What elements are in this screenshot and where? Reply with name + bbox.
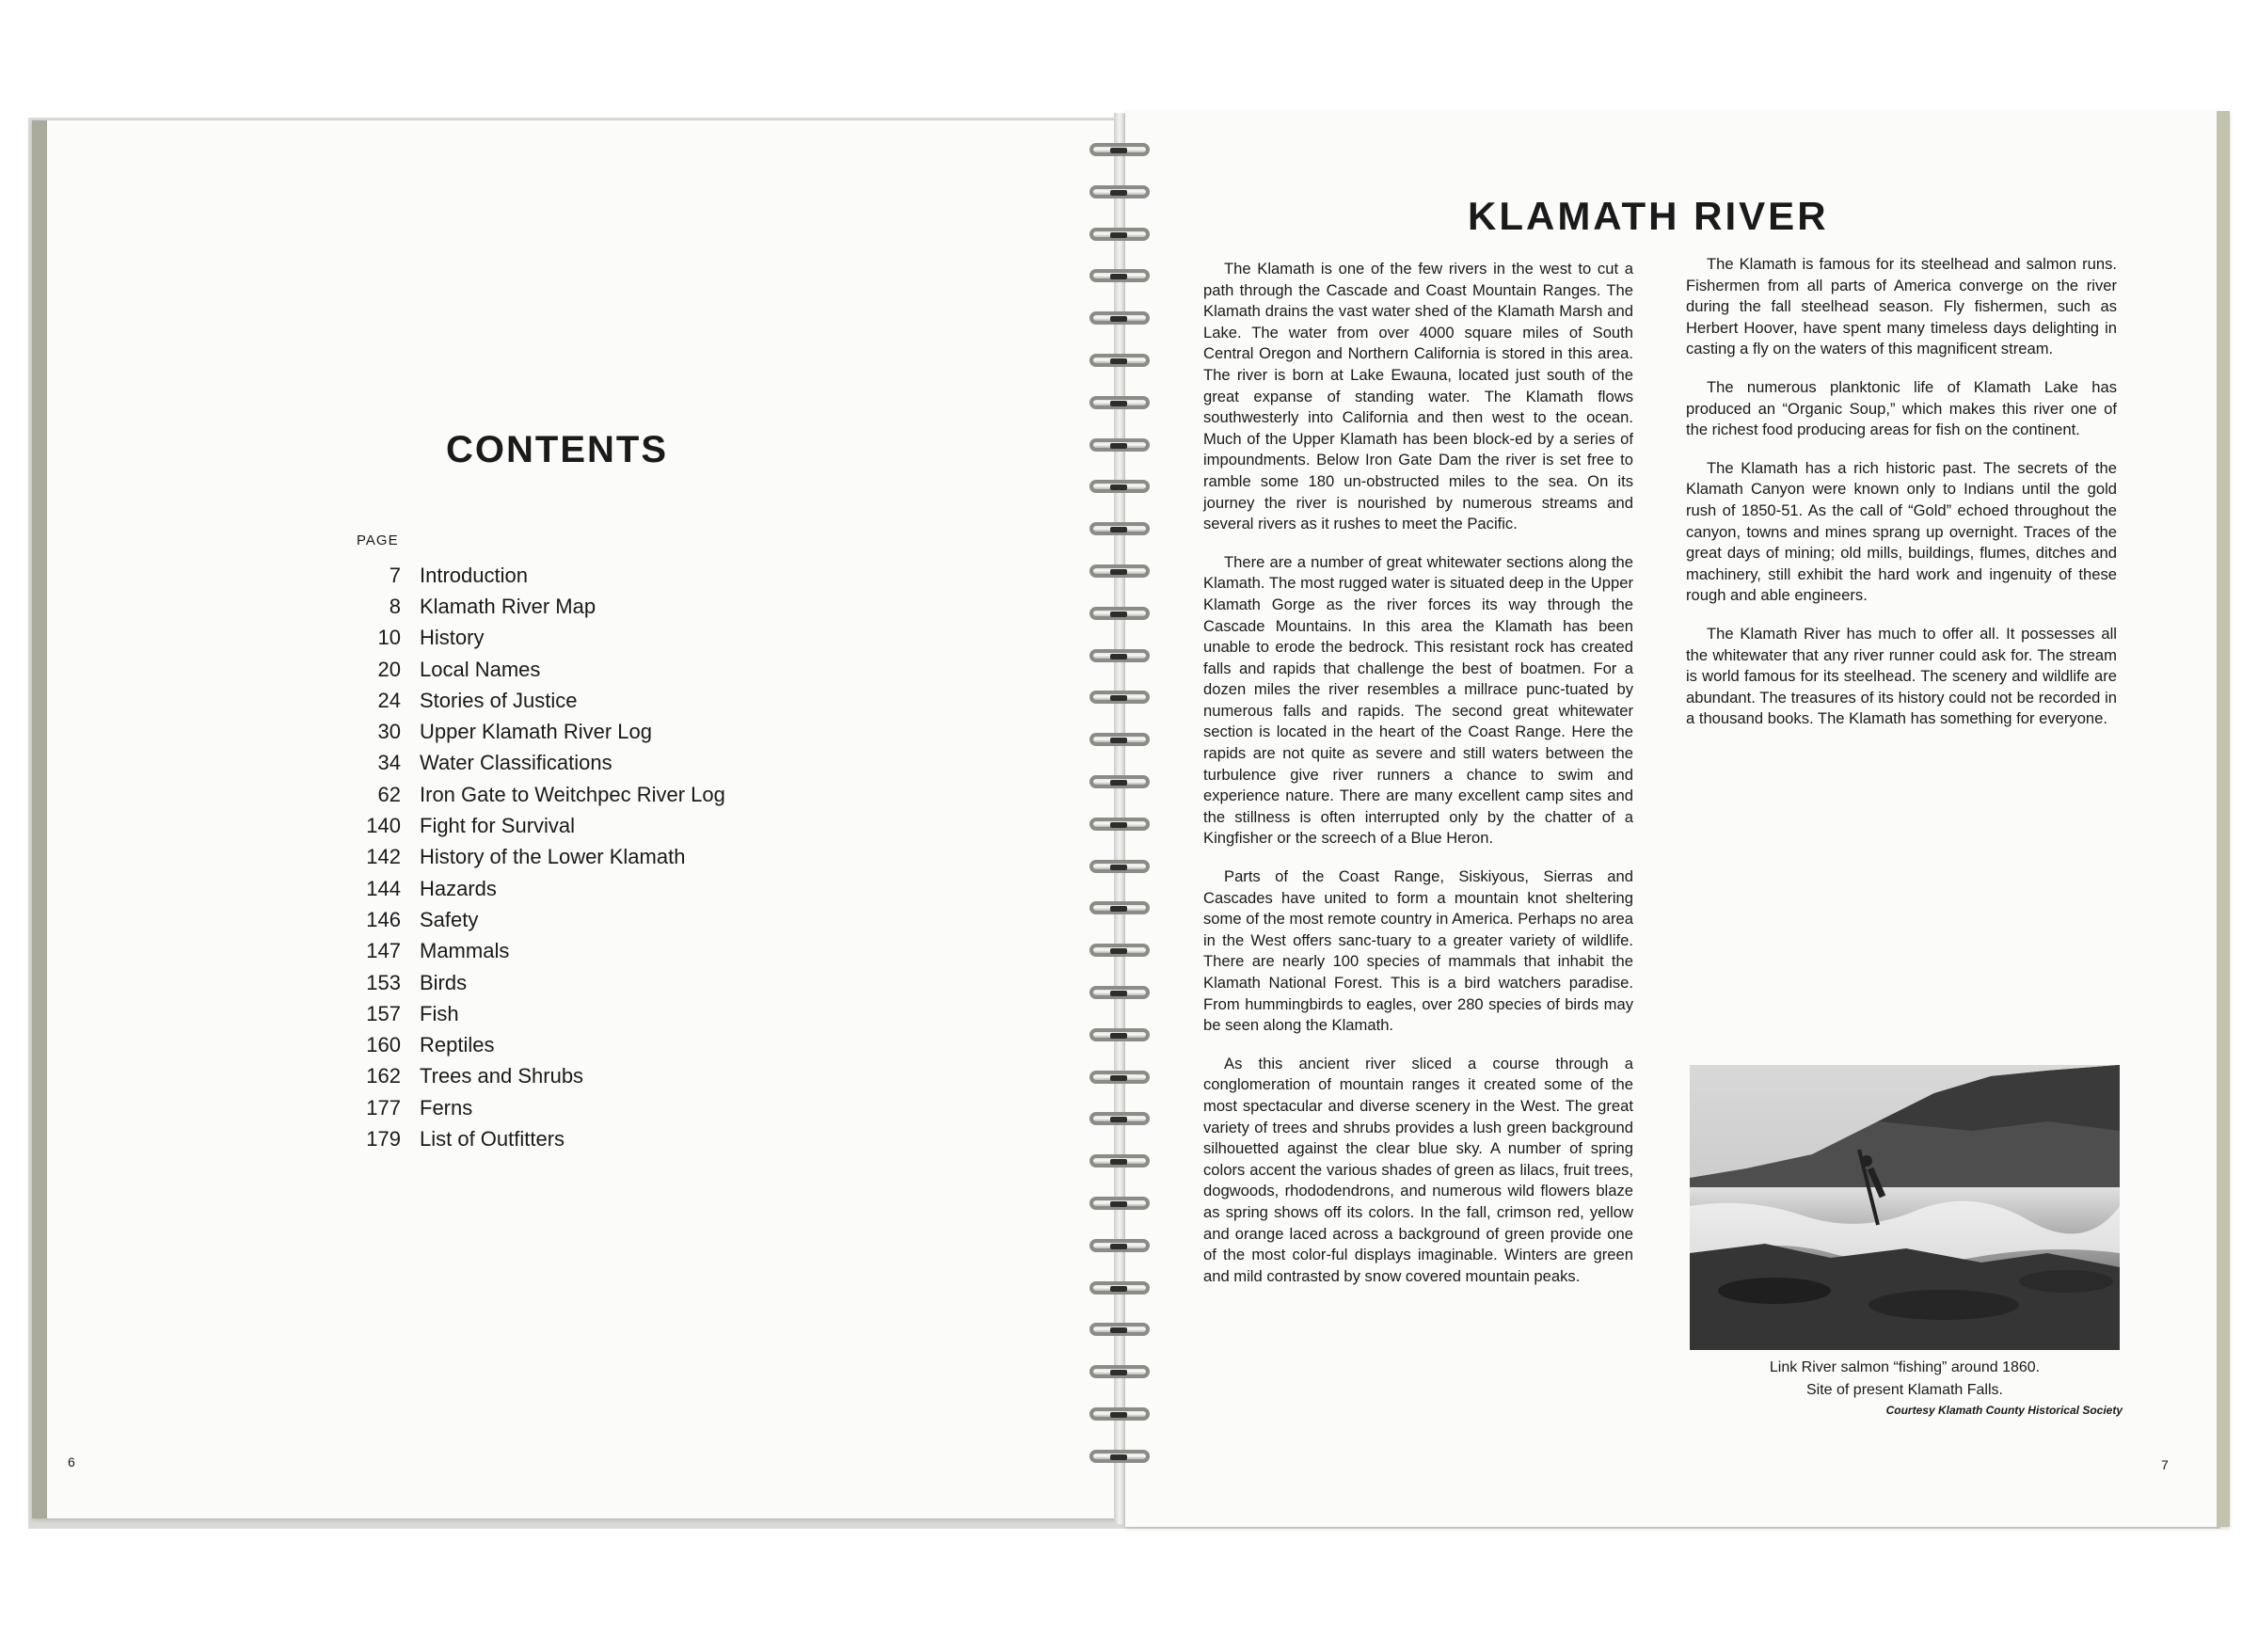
toc-page-number: 144 — [366, 876, 401, 900]
toc-entry — [344, 936, 725, 967]
binding-coil — [1089, 1446, 1150, 1469]
toc-entry — [344, 842, 725, 873]
toc-entry — [344, 1029, 725, 1060]
binding-coil — [1089, 603, 1150, 626]
binding-coil — [1089, 940, 1150, 962]
toc-entry-label: List of Outfitters — [420, 1126, 565, 1151]
binding-coil — [1089, 1108, 1150, 1131]
toc-page-number: 140 — [366, 814, 401, 838]
binding-coil — [1089, 1404, 1150, 1426]
binding-coil — [1089, 856, 1150, 879]
binding-coil — [1089, 476, 1150, 499]
page-number-left: 6 — [68, 1454, 75, 1469]
toc-entry-label: Iron Gate to Weitchpec River Log — [420, 782, 725, 806]
toc-page-number: 30 — [377, 720, 401, 744]
binding-coil — [1089, 771, 1150, 794]
toc-entry — [344, 904, 725, 935]
binding-coil — [1089, 1193, 1150, 1215]
toc-entry-label: Reptiles — [420, 1033, 495, 1057]
page-number-right: 7 — [2161, 1457, 2169, 1472]
toc-page-number: 34 — [377, 751, 401, 775]
toc-entry — [344, 1123, 725, 1154]
photo-caption-line-1: Link River salmon “fishing” around 1860. — [1769, 1359, 2041, 1375]
binding-coil — [1089, 897, 1150, 920]
binding-coil — [1089, 1067, 1150, 1089]
toc-entry-label: Klamath River Map — [420, 594, 596, 618]
toc-entry — [344, 1092, 725, 1123]
binding-coil — [1089, 1151, 1150, 1173]
binding-coil — [1089, 350, 1150, 373]
toc-page-number: 177 — [366, 1095, 401, 1120]
binding-coil — [1089, 729, 1150, 752]
photo-credit: Courtesy Klamath County Historical Society — [1885, 1404, 2123, 1417]
toc-entry-label: Ferns — [420, 1095, 473, 1120]
article-paragraph: The Klamath River has much to offer all. It possesses all the whitewater that any river runner could ask for. The stream is world famous for its steelhead. The scenery and wildlife are abundant. The treasures of its history could not be recorded in a thousand books. The Klamath has something for everyone. — [1686, 624, 2117, 728]
toc-entry-label: Local Names — [420, 657, 541, 681]
spiral-binding — [1089, 139, 1155, 1503]
binding-coil — [1089, 392, 1150, 415]
toc-entry-label: Hazards — [420, 876, 497, 900]
toc-page-number: 179 — [366, 1126, 401, 1151]
toc-entry — [344, 716, 725, 747]
toc-page-number: 146 — [366, 907, 401, 931]
toc-entry-label: History — [420, 626, 485, 650]
binding-coil — [1089, 814, 1150, 836]
toc-page-number: 62 — [377, 782, 401, 806]
toc-entry — [344, 1061, 725, 1092]
toc-entry-label: Upper Klamath River Log — [420, 720, 653, 744]
toc-page-number: 153 — [366, 970, 401, 994]
toc-entry-label: Mammals — [420, 939, 510, 963]
toc-entry — [344, 685, 725, 716]
binding-coil — [1089, 139, 1150, 162]
binding-coil — [1089, 561, 1150, 583]
toc-page-number: 10 — [377, 626, 401, 650]
toc-entry — [344, 748, 725, 779]
article-paragraph: The Klamath has a rich historic past. The secrets of the Klamath Canyon were known only to Indians until the gold rush of 1850-51. As the call of “Gold” echoed throughout the canyon, towns and mines sprang up overnight. Traces of the great days of mining; old mills, buildings, flumes, ditches and machinery, still exhibit the hard work and ingenuity of these rough and able engineers. — [1686, 458, 2117, 605]
binding-coil — [1089, 308, 1150, 330]
binding-coil — [1089, 1319, 1150, 1342]
toc-entry — [344, 779, 725, 810]
toc-list — [344, 560, 725, 1155]
right-page — [1125, 111, 2230, 1527]
binding-coil — [1089, 435, 1150, 457]
toc-entry-label: History of the Lower Klamath — [420, 845, 686, 869]
toc-entry-label: Fish — [420, 1001, 459, 1025]
toc-page-number: 7 — [389, 563, 401, 587]
toc-entry-label: Fight for Survival — [420, 814, 576, 838]
binding-coil — [1089, 224, 1150, 246]
binding-coil — [1089, 687, 1150, 709]
toc-entry — [344, 560, 725, 591]
article-paragraph: As this ancient river sliced a course through a conglomeration of mountain ranges it created some of the most spectacular and diverse scenery in the West. The great variety of trees and shrubs provides a lush green background silhouetted against the clear blue sky. A number of spring colors accent the various shades of green as lilacs, fruit trees, dogwoods, rhododendrons, and numerous wild flowers blaze as spring shows off its colors. In the fall, crimson red, yellow and orange laced across a background of green provide one of the most color-ful displays imaginable. Winters are green and mild contrasted by snow covered mountain peaks. — [1203, 1054, 1633, 1285]
klamath-river-title: KLAMATH RIVER — [1468, 194, 1829, 238]
left-page — [32, 120, 1129, 1518]
contents-title: CONTENTS — [446, 429, 668, 470]
river-photo-illustration — [1690, 1065, 2120, 1350]
article-paragraph: There are a number of great whitewater sections along the Klamath. The most rugged water is situated deep in the Upper Klamath Gorge as the river forces its way through the Cascade Mountains. In this area the Klamath has been unable to erode the bedrock. This resistant rock has created falls and rapids that challenge the best of boatmen. For a dozen miles the river resembles a millrace punc-tuated by numerous falls and rapids. The second great whitewater section is located in the heart of the Coast Range. Here the rapids are not quite as severe and still waters between the turbulence give river runners a chance to swim and experience nature. There are many excellent camp sites and the stillness is often interrupted only by the chatter of a Kingfisher or the screech of a Blue Heron. — [1203, 552, 1633, 848]
toc-entry-label: Stories of Justice — [420, 688, 578, 712]
binding-coil — [1089, 1025, 1150, 1047]
toc-entry — [344, 967, 725, 998]
historic-photo — [1690, 1065, 2120, 1350]
toc-entry-label: Birds — [420, 970, 468, 994]
binding-coil — [1089, 265, 1150, 288]
toc-entry — [344, 623, 725, 654]
toc-entry — [344, 998, 725, 1029]
toc-page-number: 20 — [377, 657, 401, 681]
toc-entry — [344, 591, 725, 622]
binding-coil — [1089, 1278, 1150, 1300]
photo-caption-line-2: Site of present Klamath Falls. — [1806, 1382, 2003, 1398]
article-paragraph: The Klamath is one of the few rivers in the west to cut a path through the Cascade and Coast Mountain Ranges. The Klamath drains the vast water shed of the Klamath Marsh and Lake. The water from over 4000 square miles of South Central Oregon and Northern California is stored in this area. The river is born at Lake Ewauna, located just south of the great expanse of standing water. The Klamath flows southwesterly into California and then west to the ocean. Much of the Upper Klamath has been block-ed by a series of impoundments. Below Iron Gate Dam the river is set free to ramble some 180 un-obstructed miles to the sea. On its journey the river is nourished by numerous streams and several rivers as it rushes to meet the Pacific. — [1203, 260, 1633, 533]
toc-page-number: 160 — [366, 1033, 401, 1057]
binding-coil — [1089, 518, 1150, 541]
page-column-label: PAGE — [357, 532, 399, 548]
toc-page-number: 142 — [366, 845, 401, 869]
article-column-2 — [1686, 254, 2117, 747]
toc-page-number: 147 — [366, 939, 401, 963]
toc-entry-label: Water Classifications — [420, 751, 612, 775]
binding-coil — [1089, 982, 1150, 1005]
binding-coil — [1089, 182, 1150, 204]
article-column-1 — [1203, 259, 1633, 1304]
toc-page-number: 157 — [366, 1001, 401, 1025]
article-paragraph: The numerous planktonic life of Klamath Lake has produced an “Organic Soup,” which makes this river one of the richest food producing areas for fish on the continent. — [1686, 377, 2117, 439]
toc-page-number: 162 — [366, 1064, 401, 1088]
toc-entry-label: Trees and Shrubs — [420, 1064, 584, 1088]
toc-entry — [344, 873, 725, 904]
toc-entry-label: Safety — [420, 907, 479, 931]
binding-coil — [1089, 1361, 1150, 1384]
photo-caption — [1690, 1357, 2120, 1402]
binding-coil — [1089, 645, 1150, 668]
toc-page-number: 8 — [389, 594, 401, 618]
article-paragraph: The Klamath is famous for its steelhead and salmon runs. Fishermen from all parts of America converge on the river during the fall steelhead season. Fly fishermen, such as Herbert Hoover, have spent many timeless days delighting in casting a fly on the waters of this magnificent stream. — [1686, 255, 2117, 358]
toc-page-number: 24 — [377, 688, 401, 712]
toc-entry — [344, 654, 725, 685]
article-paragraph: Parts of the Coast Range, Siskiyous, Sierras and Cascades have united to form a mountain knot sheltering some of the most remote country in America. Perhaps no area in the West offers sanc-tuary to a greater variety of wildlife. There are nearly 100 species of mammals that inhabit the Klamath National Forest. This is a bird watchers paradise. From hummingbirds to eagles, over 280 species of birds may be seen along the Klamath. — [1203, 867, 1633, 1035]
toc-entry — [344, 810, 725, 841]
binding-coil — [1089, 1235, 1150, 1258]
toc-entry-label: Introduction — [420, 563, 528, 587]
